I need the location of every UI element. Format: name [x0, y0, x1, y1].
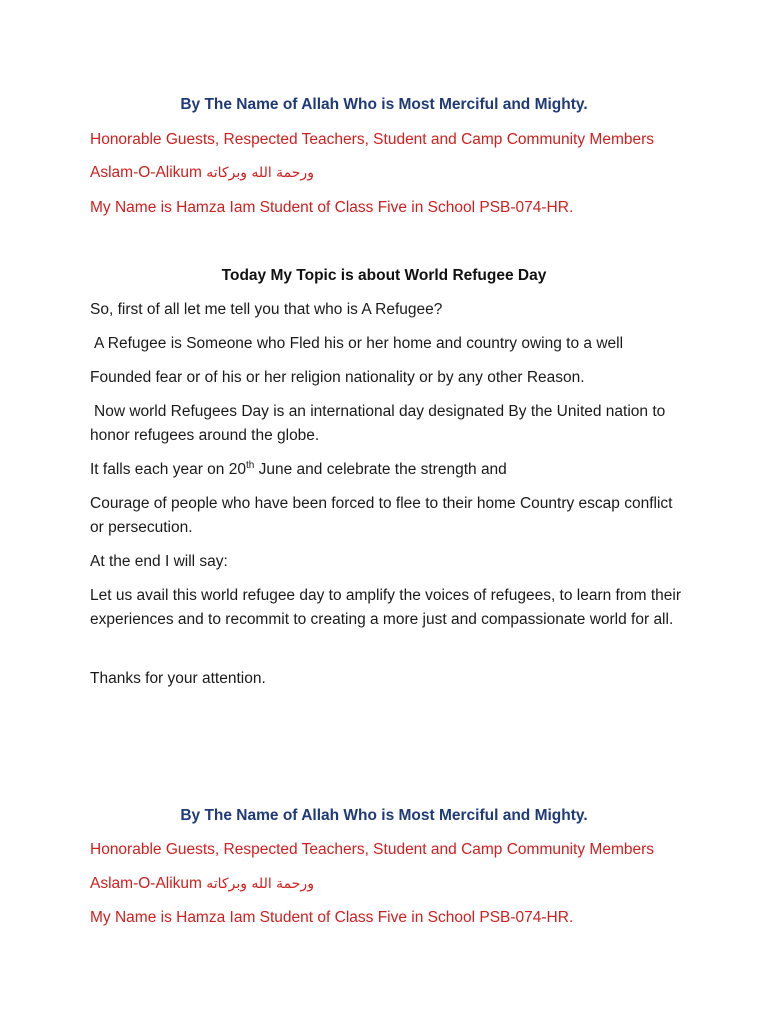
paragraph-7: At the end I will say:: [90, 553, 228, 570]
repeat-greeting-line: [90, 872, 690, 896]
paragraph-8: Let us avail this world refugee day to amplify the voices of refugees, to learn from their experiences and to recommit to creating a more just and compassionate world for all.: [90, 587, 682, 628]
paragraph-6: Courage of people who have been forced to flee to their home Country escap conflict or persecution.: [90, 495, 673, 536]
greeting-latin: Aslam-O-Alikum: [90, 164, 202, 181]
repeat-greeting-latin: Aslam-O-Alikum: [90, 875, 202, 892]
opening-heading: By The Name of Allah Who is Most Merciful and Mighty.: [180, 96, 588, 113]
paragraph-5-before: It falls each year on 20: [90, 461, 246, 478]
intro-line: My Name is Hamza Iam Student of Class Five in School PSB-074-HR.: [90, 199, 574, 216]
paragraph-2: A Refugee is Someone who Fled his or her home and country owing to a well: [94, 335, 624, 352]
paragraph-3: Founded fear or of his or her religion nationality or by any other Reason.: [90, 369, 585, 386]
repeat-heading: By The Name of Allah Who is Most Merciful and Mighty.: [180, 807, 588, 824]
paragraph-1: So, first of all let me tell you that who is A Refugee?: [90, 301, 443, 318]
repeat-greeting-arabic: ورحمة الله وبركاته: [206, 876, 314, 892]
paragraph-4: Now world Refugees Day is an international day designated By the United nation to honor refugees around the globe.: [90, 403, 666, 444]
greeting-line: [90, 161, 690, 185]
paragraph-5: [90, 458, 690, 482]
paragraph-5-sup: th: [245, 459, 255, 471]
paragraph-9: Thanks for your attention.: [90, 670, 266, 687]
repeat-guests-line: Honorable Guests, Respected Teachers, Student and Camp Community Members: [90, 841, 655, 858]
greeting-arabic: ورحمة الله وبركاته: [206, 165, 314, 181]
paragraph-5-after: June and celebrate the strength and: [254, 461, 507, 478]
repeat-intro-line: My Name is Hamza Iam Student of Class Five in School PSB-074-HR.: [90, 909, 574, 926]
guests-line: Honorable Guests, Respected Teachers, Student and Camp Community Members: [90, 131, 655, 148]
topic-heading: Today My Topic is about World Refugee Day: [221, 267, 547, 284]
